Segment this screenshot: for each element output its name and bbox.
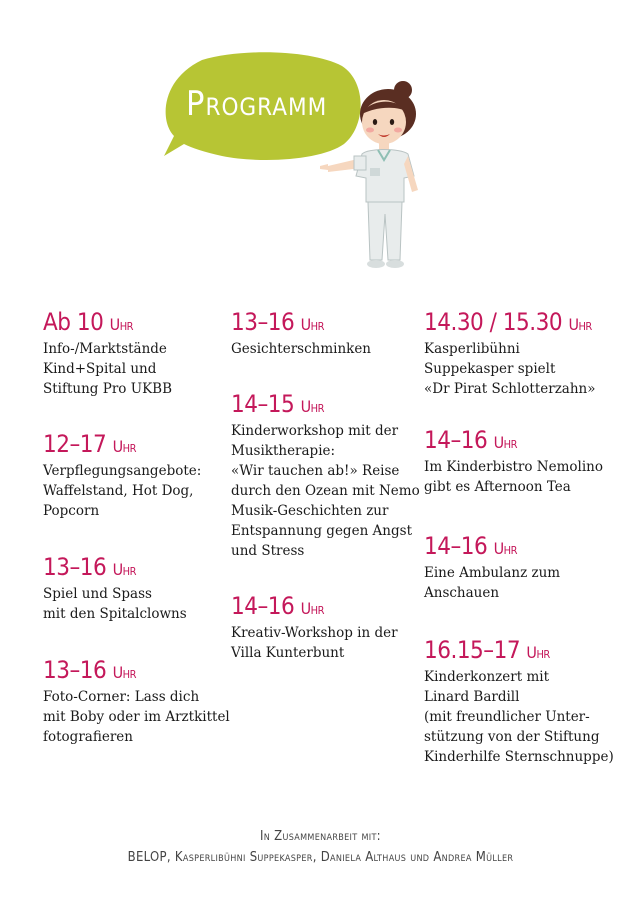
program-item [231,592,431,663]
program-item [231,390,431,561]
footer-partners: BELOP, Kasperlibühni Suppekasper, Daniela Althaus und Andrea Müller [127,850,514,865]
program-item [424,636,624,767]
program-item-description: Gesichterschminken [231,341,372,357]
program-item [43,308,243,399]
program-item [231,308,431,359]
program-item-time: 14–15 Uhr [231,390,324,418]
program-item-time: 16.15–17 Uhr [424,636,550,664]
page-title: Programm [186,84,328,124]
program-item-description: Foto-Corner: Lass dich mit Boby oder im Arztkittel fotografieren [43,689,230,745]
program-item-time: 13–16 Uhr [43,656,136,684]
program-item-description: Eine Ambulanz zum Anschauen [424,565,561,601]
program-item-time: 13–16 Uhr [43,553,136,581]
program-item-time: 14.30 / 15.30 Uhr [424,308,592,336]
program-item [43,656,243,747]
program-item-time: Ab 10 Uhr [43,308,134,336]
program-item [424,308,624,399]
program-item [43,430,243,521]
program-item-time: 12–17 Uhr [43,430,136,458]
program-item-description: Verpflegungsangebote: Waffelstand, Hot Dog, Popcorn [43,463,202,519]
footer-heading: In Zusammenarbeit mit: [260,829,381,844]
program-item [424,426,624,497]
program-item [43,553,243,624]
program-item-description: Kinderworkshop mit der Musiktherapie: «Wir tauchen ab!» Reise durch den Ozean mit Nemo Musik-Geschichten zur Entspannung gegen Angst und Stress [231,423,420,559]
program-item-description: Kasperlibühni Suppekasper spielt «Dr Pirat Schlotterzahn» [424,341,596,397]
program-item-description: Kinderkonzert mit Linard Bardill (mit freundlicher Unter- stützung von der Stiftung Kinderhilfe Sternschnuppe) [424,669,614,765]
program-item-description: Info-/Marktstände Kind+Spital und Stiftung Pro UKBB [43,341,172,397]
program-item-description: Spiel und Spass mit den Spitalclowns [43,586,187,622]
program-item-time: 14–16 Uhr [231,592,324,620]
program-item-description: Kreativ-Workshop in der Villa Kunterbunt [231,625,398,661]
nurse-illustration-icon [318,78,438,273]
program-item-time: 13–16 Uhr [231,308,324,336]
program-item [424,532,624,603]
program-item-time: 14–16 Uhr [424,426,517,454]
program-item-time: 14–16 Uhr [424,532,517,560]
program-item-description: Im Kinderbistro Nemolino gibt es Afternoon Tea [424,459,603,495]
